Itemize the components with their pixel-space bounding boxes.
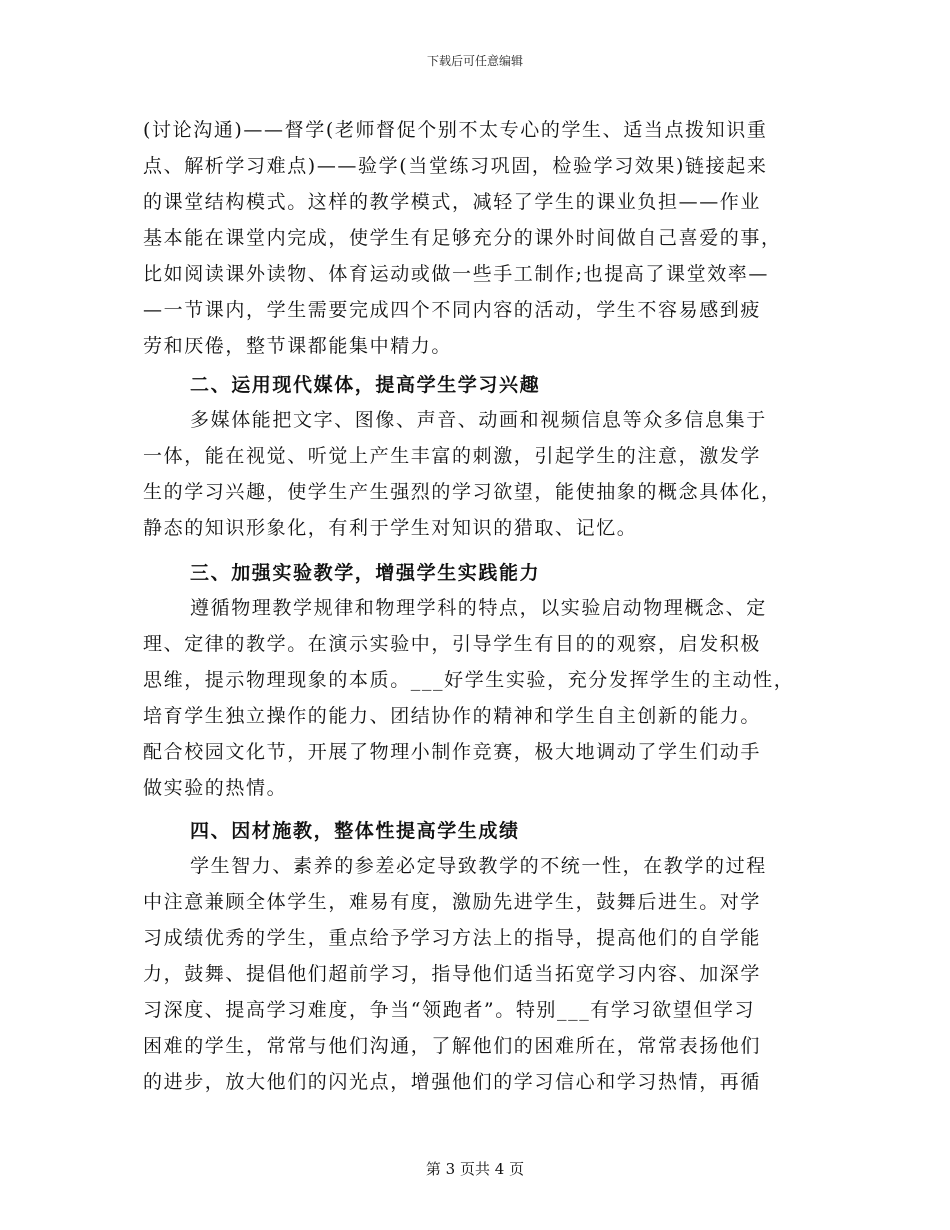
section-heading: 三、加强实验教学，增强学生实践能力: [190, 562, 541, 584]
text-line: 思维，提示物理现象的本质。___好学生实验，充分发挥学生的主动性，: [143, 669, 795, 691]
text-line: 困难的学生，常常与他们沟通，了解他们的困难所在，常常表扬他们: [143, 1035, 762, 1057]
text-line: —一节课内，学生需要完成四个不同内容的活动，学生不容易感到疲: [143, 299, 762, 321]
text-line: 学生智力、素养的参差必定导致教学的不统一性，在教学的过程: [190, 855, 767, 877]
text-line: 力，鼓舞、提倡他们超前学习，指导他们适当拓宽学习内容、加深学: [143, 963, 762, 985]
text-line: 中注意兼顾全体学生，难易有度，激励先进学生，鼓舞后进生。对学: [143, 891, 762, 913]
text-line: 习深度、提高学习难度，争当“领跑者”。特别___有学习欲望但学习: [143, 999, 756, 1021]
text-line: (讨论沟通)——督学(老师督促个别不太专心的学生、适当点拨知识重: [143, 119, 768, 141]
text-line: 遵循物理教学规律和物理学科的特点，以实验启动物理概念、定: [190, 597, 767, 619]
text-line: 一体，能在视觉、听觉上产生丰富的刺激，引起学生的注意，激发学: [143, 445, 762, 467]
section-heading: 四、因材施教，整体性提高学生成绩: [190, 820, 520, 842]
text-line: 静态的知识形象化，有利于学生对知识的猎取、记忆。: [143, 517, 638, 539]
text-line: 劳和厌倦，整节课都能集中精力。: [143, 335, 453, 357]
page-header: 下载后可任意编辑: [426, 54, 523, 68]
text-line: 配合校园文化节，开展了物理小制作竞赛，极大地调动了学生们动手: [143, 741, 762, 763]
text-line: 基本能在课堂内完成，使学生有足够充分的课外时间做自己喜爱的事，: [143, 227, 782, 249]
text-line: 点、解析学习难点)——验学(当堂练习巩固，检验学习效果)链接起来: [143, 155, 768, 177]
text-line: 多媒体能把文字、图像、声音、动画和视频信息等众多信息集于: [190, 409, 767, 431]
text-line: 的课堂结构模式。这样的教学模式，减轻了学生的课业负担——作业: [143, 191, 762, 213]
text-line: 的进步，放大他们的闪光点，增强他们的学习信心和学习热情，再循: [143, 1071, 762, 1093]
page-footer: 第 3 页共 4 页: [425, 1160, 525, 1178]
text-line: 培育学生独立操作的能力、团结协作的精神和学生自主创新的能力。: [143, 705, 762, 727]
section-heading: 二、运用现代媒体，提高学生学习兴趣: [190, 374, 541, 396]
text-line: 比如阅读课外读物、体育运动或做一些手工制作;也提高了课堂效率—: [143, 263, 770, 285]
text-line: 生的学习兴趣，使学生产生强烈的学习欲望，能使抽象的概念具体化，: [143, 481, 782, 503]
text-line: 习成绩优秀的学生，重点给予学习方法上的指导，提高他们的自学能: [143, 927, 762, 949]
text-line: 做实验的热情。: [143, 777, 288, 799]
text-line: 理、定律的教学。在演示实验中，引导学生有目的的观察，启发积极: [143, 633, 762, 655]
